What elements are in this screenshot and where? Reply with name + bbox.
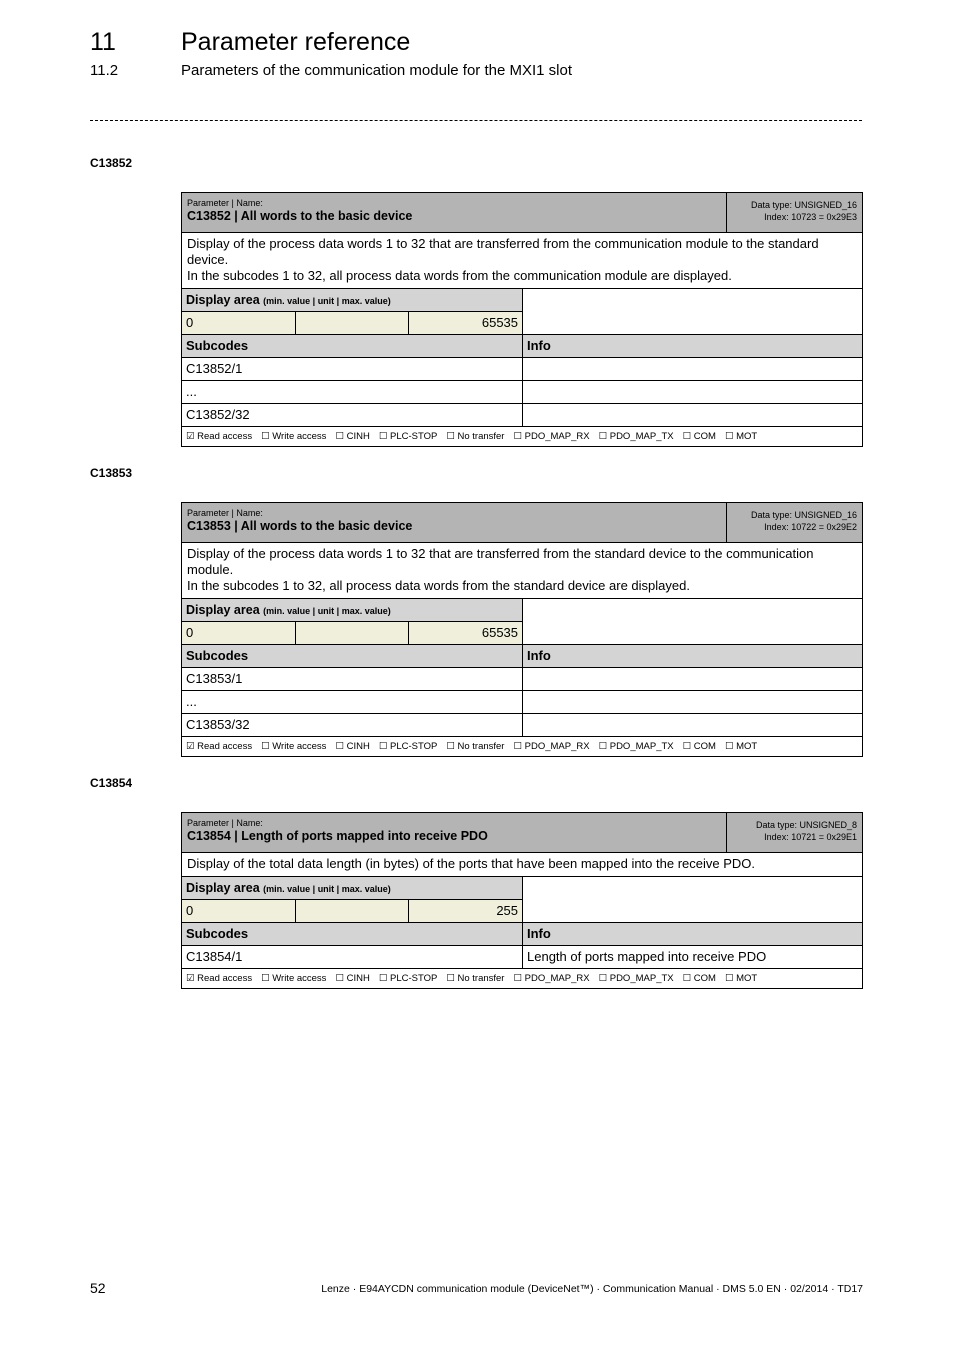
min-value: 0 bbox=[186, 903, 194, 918]
data-type: Data type: UNSIGNED_8 bbox=[755, 820, 857, 830]
com-flag: ☐ COM bbox=[682, 973, 716, 984]
parameter-name-label: Parameter | Name: bbox=[187, 198, 263, 208]
min-value: 0 bbox=[186, 315, 194, 330]
write-access-flag: ☐ Write access bbox=[261, 431, 327, 442]
table-row: C13852/32 bbox=[182, 404, 862, 427]
table-row: ... bbox=[182, 691, 862, 714]
table-row: C13853/1 bbox=[182, 668, 862, 691]
unit-value bbox=[295, 312, 409, 334]
plc-stop-flag: ☐ PLC-STOP bbox=[378, 741, 438, 752]
write-access-flag: ☐ Write access bbox=[261, 973, 327, 984]
index: Index: 10723 = 0x29E3 bbox=[764, 212, 857, 222]
parameter-name-label: Parameter | Name: bbox=[187, 818, 263, 828]
subcodes-header-row: Subcodes Info bbox=[182, 923, 862, 946]
display-area bbox=[182, 599, 862, 645]
code-heading: C13852 bbox=[90, 156, 133, 170]
read-access-flag: ☑ Read access bbox=[186, 973, 253, 984]
chapter-number: 11 bbox=[90, 28, 116, 56]
max-value: 255 bbox=[408, 900, 522, 922]
pdo-map-tx-flag: ☐ PDO_MAP_TX bbox=[598, 741, 674, 752]
unit-value bbox=[295, 622, 409, 644]
code-heading: C13854 bbox=[90, 776, 133, 790]
parameter-name: C13854 | Length of ports mapped into receive PDO bbox=[187, 829, 488, 843]
no-transfer-flag: ☐ No transfer bbox=[446, 973, 505, 984]
index: Index: 10722 = 0x29E2 bbox=[764, 522, 857, 532]
parameter-header bbox=[182, 813, 862, 853]
pdo-map-tx-flag: ☐ PDO_MAP_TX bbox=[598, 973, 674, 984]
parameter-name-label: Parameter | Name: bbox=[187, 508, 263, 518]
max-value: 65535 bbox=[408, 312, 522, 334]
access-flags bbox=[182, 427, 862, 446]
table-row: C13852/1 bbox=[182, 358, 862, 381]
display-area-label: Display area (min. value | unit | max. value) bbox=[182, 289, 522, 312]
display-area bbox=[182, 877, 862, 923]
description: Display of the process data words 1 to 32 that are transferred from the standard device to the communication module. In the subcodes 1 to 32, all process data words from the standard device are displayed. bbox=[182, 543, 862, 599]
subcodes-header-row: Subcodes Info bbox=[182, 645, 862, 668]
plc-stop-flag: ☐ PLC-STOP bbox=[378, 431, 438, 442]
footer-doc-info: Lenze · E94AYCDN communication module (DeviceNet™) · Communication Manual · DMS 5.0 EN · 02/2014 · TD17 bbox=[321, 1283, 863, 1295]
table-row: ... bbox=[182, 381, 862, 404]
min-value: 0 bbox=[186, 625, 194, 640]
data-type: Data type: UNSIGNED_16 bbox=[750, 200, 857, 210]
page-number: 52 bbox=[90, 1280, 106, 1296]
parameter-table bbox=[181, 502, 863, 757]
cinh-flag: ☐ CINH bbox=[335, 973, 370, 984]
no-transfer-flag: ☐ No transfer bbox=[446, 431, 505, 442]
description: Display of the process data words 1 to 32 that are transferred from the communication module to the standard device. In the subcodes 1 to 32, all process data words from the communication module are displayed. bbox=[182, 233, 862, 289]
unit-value bbox=[295, 900, 409, 922]
pdo-map-tx-flag: ☐ PDO_MAP_TX bbox=[598, 431, 674, 442]
cinh-flag: ☐ CINH bbox=[335, 741, 370, 752]
parameter-header bbox=[182, 503, 862, 543]
com-flag: ☐ COM bbox=[682, 431, 716, 442]
parameter-header bbox=[182, 193, 862, 233]
parameter-name: C13853 | All words to the basic device bbox=[187, 519, 413, 533]
parameter-table bbox=[181, 192, 863, 447]
code-heading: C13853 bbox=[90, 466, 133, 480]
no-transfer-flag: ☐ No transfer bbox=[446, 741, 505, 752]
parameter-name: C13852 | All words to the basic device bbox=[187, 209, 413, 223]
mot-flag: ☐ MOT bbox=[724, 741, 758, 752]
header-divider bbox=[90, 120, 862, 121]
data-type: Data type: UNSIGNED_16 bbox=[750, 510, 857, 520]
access-flags bbox=[182, 969, 862, 988]
section-title: Parameters of the communication module for the MXI1 slot bbox=[181, 62, 573, 79]
plc-stop-flag: ☐ PLC-STOP bbox=[378, 973, 438, 984]
read-access-flag: ☑ Read access bbox=[186, 431, 253, 442]
display-area-label: Display area (min. value | unit | max. value) bbox=[182, 599, 522, 622]
parameter-table bbox=[181, 812, 863, 989]
chapter-title: Parameter reference bbox=[181, 28, 411, 56]
description: Display of the total data length (in bytes) of the ports that have been mapped into the receive PDO. bbox=[182, 853, 862, 877]
section-number: 11.2 bbox=[90, 62, 119, 79]
mot-flag: ☐ MOT bbox=[724, 973, 758, 984]
table-row: C13854/1 Length of ports mapped into receive PDO bbox=[182, 946, 862, 969]
display-area-label: Display area (min. value | unit | max. value) bbox=[182, 877, 522, 900]
pdo-map-rx-flag: ☐ PDO_MAP_RX bbox=[513, 741, 590, 752]
max-value: 65535 bbox=[408, 622, 522, 644]
index: Index: 10721 = 0x29E1 bbox=[764, 832, 857, 842]
com-flag: ☐ COM bbox=[682, 741, 716, 752]
mot-flag: ☐ MOT bbox=[724, 431, 758, 442]
pdo-map-rx-flag: ☐ PDO_MAP_RX bbox=[513, 431, 590, 442]
subcodes-header-row: Subcodes Info bbox=[182, 335, 862, 358]
read-access-flag: ☑ Read access bbox=[186, 741, 253, 752]
table-row: C13853/32 bbox=[182, 714, 862, 737]
cinh-flag: ☐ CINH bbox=[335, 431, 370, 442]
access-flags bbox=[182, 737, 862, 756]
pdo-map-rx-flag: ☐ PDO_MAP_RX bbox=[513, 973, 590, 984]
display-area bbox=[182, 289, 862, 335]
write-access-flag: ☐ Write access bbox=[261, 741, 327, 752]
